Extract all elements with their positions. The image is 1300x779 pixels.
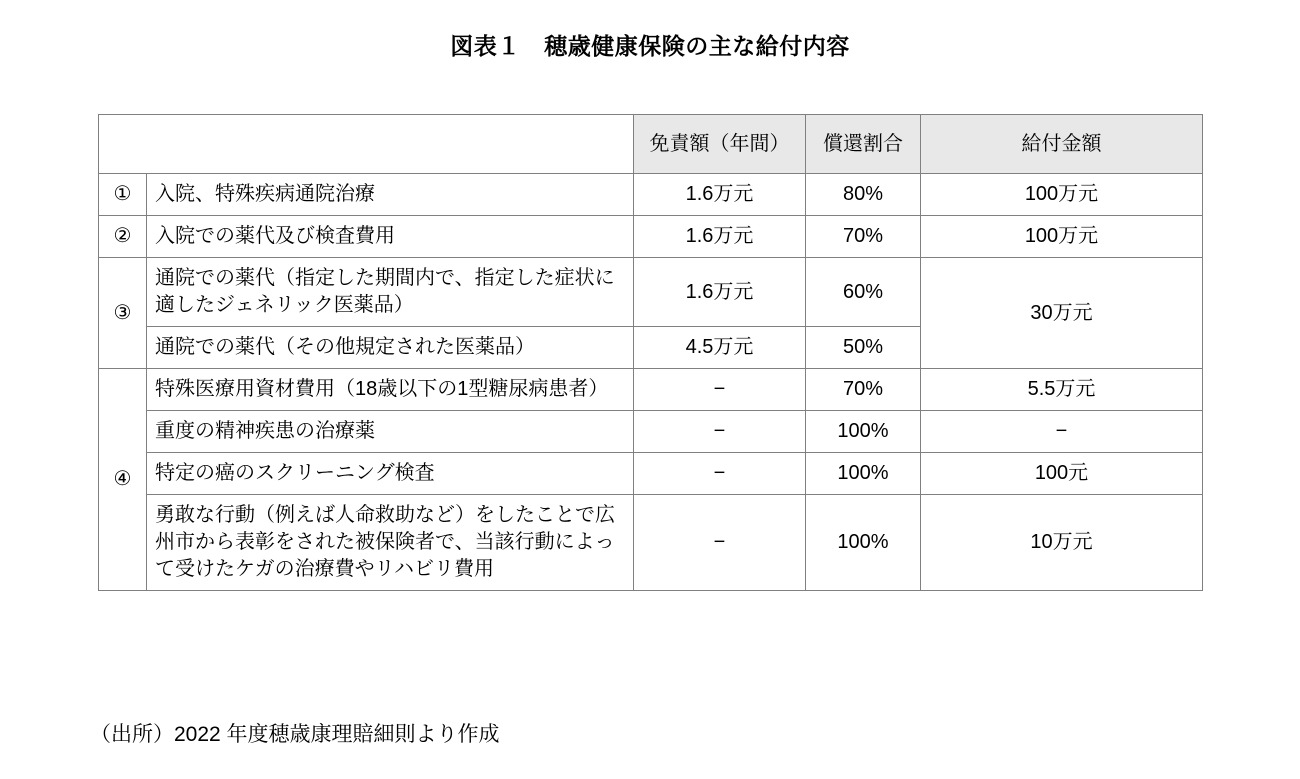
row-rate: 100% <box>806 495 921 591</box>
benefits-table-container <box>98 114 1202 591</box>
table-row <box>99 216 1203 258</box>
row-number: ② <box>99 216 147 258</box>
row-description: 通院での薬代（その他規定された医薬品） <box>147 327 634 369</box>
row-amount: 10万元 <box>921 495 1203 591</box>
row-amount: 30万元 <box>921 258 1203 369</box>
document-page <box>0 28 1300 779</box>
row-description: 重度の精神疾患の治療薬 <box>147 411 634 453</box>
table-row <box>99 453 1203 495</box>
row-deductible: − <box>634 453 806 495</box>
header-deductible: 免責額（年間） <box>634 115 806 174</box>
row-amount: 100元 <box>921 453 1203 495</box>
header-amount: 給付金額 <box>921 115 1203 174</box>
header-rate: 償還割合 <box>806 115 921 174</box>
row-deductible: 1.6万元 <box>634 216 806 258</box>
row-description: 特殊医療用資材費用（18歳以下の1型糖尿病患者） <box>147 369 634 411</box>
row-deductible: 1.6万元 <box>634 174 806 216</box>
row-number: ① <box>99 174 147 216</box>
table-body <box>99 174 1203 591</box>
row-number: ④ <box>99 369 147 591</box>
row-rate: 60% <box>806 258 921 327</box>
table-row <box>99 174 1203 216</box>
row-deductible: 1.6万元 <box>634 258 806 327</box>
row-rate: 70% <box>806 216 921 258</box>
table-row <box>99 258 1203 327</box>
row-amount: 5.5万元 <box>921 369 1203 411</box>
row-amount: 100万元 <box>921 216 1203 258</box>
row-rate: 70% <box>806 369 921 411</box>
header-blank <box>99 115 634 174</box>
row-deductible: − <box>634 495 806 591</box>
row-rate: 80% <box>806 174 921 216</box>
table-row <box>99 495 1203 591</box>
row-deductible: − <box>634 369 806 411</box>
row-description: 通院での薬代（指定した期間内で、指定した症状に適したジェネリック医薬品） <box>147 258 634 327</box>
benefits-table <box>98 114 1203 591</box>
table-header-row <box>99 115 1203 174</box>
row-description: 入院、特殊疾病通院治療 <box>147 174 634 216</box>
source-note: （出所）2022 年度穂歳康理賠細則より作成 <box>90 723 500 746</box>
row-rate: 100% <box>806 453 921 495</box>
row-description: 特定の癌のスクリーニング検査 <box>147 453 634 495</box>
row-deductible: 4.5万元 <box>634 327 806 369</box>
row-amount: 100万元 <box>921 174 1203 216</box>
row-description: 勇敢な行動（例えば人命救助など）をしたことで広州市から表彰をされた被保険者で、当該行動によって受けたケガの治療費やリハビリ費用 <box>147 495 634 591</box>
table-row <box>99 369 1203 411</box>
row-number: ③ <box>99 258 147 369</box>
page-title: 図表１ 穂歳健康保険の主な給付内容 <box>450 33 850 59</box>
row-deductible: − <box>634 411 806 453</box>
row-rate: 100% <box>806 411 921 453</box>
row-amount: − <box>921 411 1203 453</box>
table-row <box>99 411 1203 453</box>
row-description: 入院での薬代及び検査費用 <box>147 216 634 258</box>
table-header <box>99 115 1203 174</box>
row-rate: 50% <box>806 327 921 369</box>
